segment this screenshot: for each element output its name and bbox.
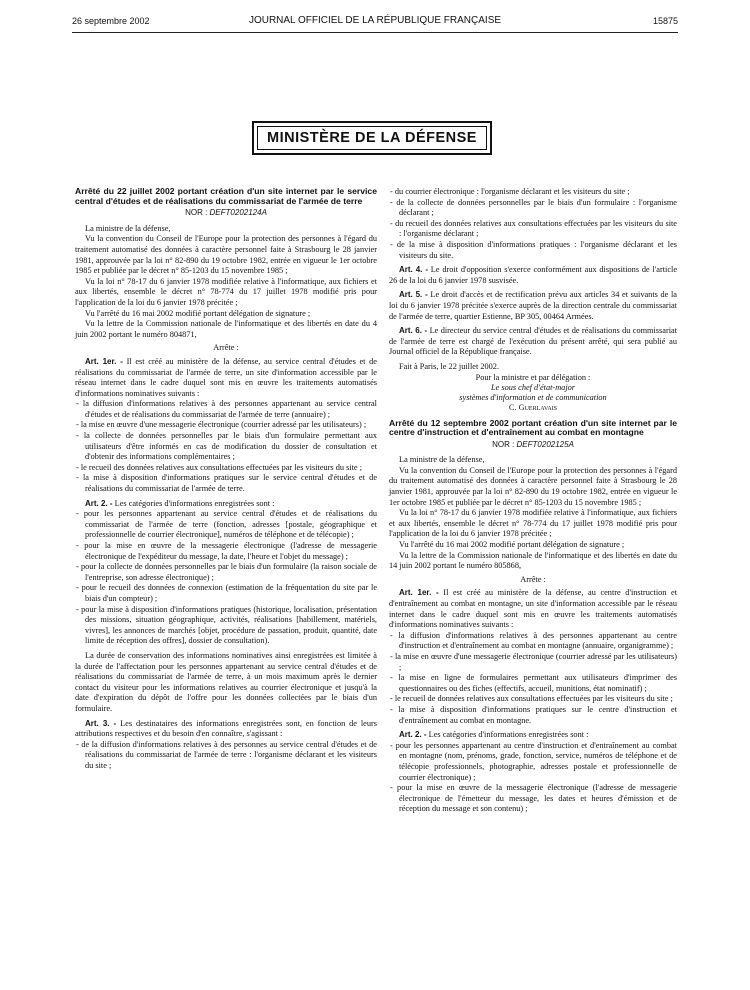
- list-item: - la collecte de données personnelles par le biais d'un formulaire permettant aux utilisateurs d'être informés en cas de modification du dossier de consultation et d'obtenir des informations complémentaires ;: [76, 431, 377, 462]
- paragraph: Vu la convention du Conseil de l'Europe pour la protection des personnes à l'égard du traitement automatisé des données à caractère personnel faite à Strasbourg le 28 janvier 1981, approuvée par la loi n° 82-890 du 19 octobre 1982, entrée en vigueur le 1er octobre 1985 et publiée par le décret n° 85-1203 du 15 novembre 1985 ;: [75, 234, 377, 276]
- decree-title: Arrêté du 12 septembre 2002 portant création d'un site internet par le centre d'instruction et d'entraînement au combat en montagne: [389, 417, 677, 438]
- nor-reference: NOR : DEFT0202124A: [185, 208, 267, 218]
- list-item: - la mise en œuvre d'une messagerie électronique (courrier adressé par les utilisateurs) ;: [390, 651, 677, 672]
- article-label: Art. 5. -: [399, 290, 428, 300]
- article-6: Art. 6. - Le directeur du service central d'études et de réalisations du commissariat de l'armée de terre est chargé de l'exécution du présent arrêté, qui sera publié au Journal officiel de la République française.: [389, 326, 677, 357]
- article-2: Art. 2. - Les catégories d'informations enregistrées sont :: [85, 498, 275, 508]
- nor-code: DEFT0202125A: [516, 439, 574, 449]
- signature-block: [389, 373, 677, 413]
- nor-code: DEFT0202124A: [209, 208, 267, 218]
- article-1: Art. 1er. - Il est créé au ministère de la défense, au centre d'instruction et d'entraînement au combat en montagne, un site d'information accessible par le réseau internet dans le cadre duquel sont mis en œuvre les traitements automatisés d'informations nominatives suivants :: [389, 588, 678, 630]
- list-item: - pour le recueil des données de connexion (estimation de la fréquentation du site par le biais d'un compteur) ;: [76, 583, 377, 603]
- list-item: - de la mise à disposition d'informations pratiques : l'organisme déclarant et les visiteurs du site.: [390, 239, 677, 260]
- nor-reference: NOR : DEFT0202125A: [492, 439, 574, 449]
- arrete-heading: Arrête :: [520, 574, 546, 584]
- list-item: - pour la mise en œuvre de la messagerie électronique (l'adresse de messagerie électronique de l'émetteur du message, les dates et heures d'émission et de réception du message et son contenu) ;: [390, 783, 677, 814]
- article-label: Art. 4. -: [399, 265, 429, 275]
- paragraph: Vu la convention du Conseil de l'Europe pour la protection des personnes à l'égard du traitement automatisé des données à caractère personnel faite à Strasbourg le 28 janvier 1981, approuvée par la loi n° 82-890 du 19 octobre 1982, entrée en vigueur le 1er octobre 1985 et publiée par le décret n° 85-1203 du 15 novembre 1985 ;: [389, 465, 677, 507]
- paragraph: Vu la loi n° 78-17 du 6 janvier 1978 modifiée relative à l'informatique, aux fichiers et aux libertés, ensemble le décret n° 78-774 du 17 juillet 1978 modifié pris pour l'application de la loi du 6 janvier 1978 précitée ;: [389, 508, 677, 539]
- list-item: - pour les personnes appartenant au centre d'instruction et d'entraînement au combat en montagne (nom, prénoms, grade, fonction, service, numéros de téléphone et de télécopie professionnels, photographie, adresses postale et professionnelle de courrier électronique) ;: [390, 740, 677, 782]
- signatory-name: C. Guerlavais: [508, 402, 558, 412]
- paragraph: Vu la loi n° 78-17 du 6 janvier 1978 modifiée relative à l'informatique, aux fichiers et aux libertés, ensemble le décret n° 78-774 du 17 juillet 1978 modifié pris pour l'application de la loi du 6 janvier 1978 précitée ;: [75, 276, 377, 307]
- list-item: - la mise à disposition d'informations pratiques sur le centre d'instruction et d'entraînement au combat en montagne.: [390, 704, 677, 725]
- article-3: Art. 3. - Les destinataires des informations enregistrées sont, en fonction de leurs attributions respectives et du besoin d'en connaître, s'agissant :: [75, 718, 377, 739]
- arrete-heading: Arrête :: [213, 343, 239, 353]
- article-label: Art. 2. -: [399, 730, 427, 740]
- list-item: - de la diffusion d'informations relatives à des personnes au service central d'études et de réalisations du commissariat de l'armée de terre : l'organisme déclarant et les visiteurs du site ;: [76, 739, 377, 770]
- article-label: Art. 1er. -: [399, 588, 439, 598]
- list-item: - du courrier électronique : l'organisme déclarant et les visiteurs du site ;: [390, 187, 630, 196]
- list-item: - le recueil des données relatives aux consultations effectuées par les visiteurs du site ;: [76, 462, 362, 472]
- list-item: - la diffusion d'informations relatives à des personnes appartenant au centre d'instruction et d'entraînement au combat en montagne (annuaire, organigramme) ;: [390, 630, 677, 651]
- signature-line: systèmes d'information et de communication: [459, 392, 607, 402]
- list-item: - du recueil des données relatives aux consultations effectuées par les visiteurs du site : l'organisme déclarant ;: [390, 218, 677, 239]
- list-item: - la mise en œuvre d'une messagerie électronique (courrier adressé par les utilisateurs) ;: [76, 420, 367, 430]
- decree-2: [389, 419, 677, 815]
- ministry-title: MINISTÈRE DE LA DÉFENSE: [257, 126, 487, 150]
- article-label: Art. 1er. -: [85, 356, 123, 366]
- ministry-box: [252, 121, 492, 155]
- list-item: - la diffusion d'informations relatives à des personnes appartenant au service central d'études et de réalisations du commissariat de l'armée de terre (annuaire) ;: [76, 399, 377, 419]
- paragraph: La ministre de la défense,: [85, 223, 171, 233]
- paragraph: La durée de conservation des informations nominatives ainsi enregistrées est limitée à la durée de l'affectation pour les personnes appartenant au service central d'études et de réalisations du commissariat de l'armée de terre, à un mois maximum après le dernier contact du visiteur pour les informations relatives au courrier électronique et jusqu'à la date d'expiration du dépôt de l'offre pour les données collectées par le biais d'un formulaire.: [75, 650, 377, 713]
- list-item: - pour la mise en œuvre de la messagerie électronique (l'adresse de messagerie électronique de l'expéditeur du message, la date, l'heure et l'objet du message) ;: [76, 541, 377, 561]
- signing-place-date: Fait à Paris, le 22 juillet 2002.: [399, 361, 500, 371]
- list-item: - pour les personnes appartenant au service central d'études et de réalisations du commissariat de l'armée de terre (fonction, adresses [postale, géographique et professionnelle de courrier électronique], numéros de téléphone et de télécopie) ;: [76, 509, 377, 540]
- signature-line: Le sous chef d'état-major: [490, 382, 576, 392]
- list-item: - pour la mise à disposition d'informations pratiques (historique, localisation, présentation des missions, situation géographique, activités, réalisations [habillement, matériels, vivres], les annonces de marchés [objet, procédure de passation, produit, quantité, date limite de réception des offres], dossier de consultation).: [76, 604, 377, 646]
- paragraph: Vu la lettre de la Commission nationale de l'informatique et des libertés en date du 14 juin 2002 portant le numéro 805868,: [389, 550, 677, 571]
- column-left: [75, 187, 377, 771]
- article-label: Art. 3. -: [85, 718, 117, 728]
- paragraph: Vu l'arrêté du 16 mai 2002 modifié portant délégation de signature ;: [399, 540, 625, 550]
- signature-line: Pour la ministre et par délégation :: [475, 372, 591, 382]
- article-5: Art. 5. - Le droit d'accès et de rectification prévu aux articles 34 et suivants de la loi du 6 janvier 1978 précitée s'exerce auprès de la direction centrale du commissariat de l'armée de terre, quartier Estienne, BP 305, 00464 Armées.: [389, 290, 677, 321]
- header-rule: [72, 32, 678, 33]
- paragraph: Vu la lettre de la Commission nationale de l'informatique et des libertés en date du 4 juin 2002 portant le numéro 804871,: [75, 319, 377, 339]
- article-1: Art. 1er. - Il est créé au ministère de la défense, au service central d'études et de réalisations du commissariat de l'armée de terre, un site d'information accessible par le réseau internet dans le cadre duquel sont mis en œuvre les traitements automatisés d'informations nominatives suivants :: [75, 356, 377, 398]
- list-item: - de la collecte de données personnelles par le biais d'un formulaire : l'organisme déclarant ;: [390, 197, 677, 218]
- article-label: Art. 6. -: [399, 326, 428, 336]
- list-item: - la mise en ligne de formulaires permettant aux utilisateurs d'imprimer des questionnaires ou des fiches (effectifs, accueil, munitions, état nominatif) ;: [390, 673, 677, 693]
- page-number: 15875: [652, 16, 678, 26]
- paragraph: La ministre de la défense,: [399, 455, 485, 465]
- header-date: 26 septembre 2002: [72, 16, 150, 26]
- page-header: [72, 14, 678, 30]
- list-item: - la mise à disposition d'informations pratiques sur le service central d'études et de réalisations du commissariat de l'armée de terre.: [76, 473, 377, 494]
- journal-title: JOURNAL OFFICIEL DE LA RÉPUBLIQUE FRANÇAISE: [248, 15, 502, 26]
- list-item: - pour la collecte de données personnelles par le biais d'un formulaire (la raison sociale de l'entreprise, son adresse électronique) ;: [76, 562, 377, 582]
- list-item: - le recueil de données relatives aux consultations effectuées par les visiteurs du site ;: [390, 694, 673, 704]
- article-4: Art. 4. - Le droit d'opposition s'exerce conformément aux dispositions de l'article 26 de la loi du 6 janvier 1978 susvisée.: [389, 265, 678, 285]
- decree-title: Arrêté du 22 juillet 2002 portant création d'un site internet par le service central d'études et de réalisations du commissariat de l'armée de terre: [75, 186, 377, 206]
- article-2: Art. 2. - Les catégories d'informations enregistrées sont :: [399, 730, 589, 740]
- paragraph: Vu l'arrêté du 16 mai 2002 modifié portant délégation de signature ;: [85, 308, 311, 318]
- column-right: [389, 187, 677, 815]
- article-label: Art. 2. -: [85, 498, 113, 508]
